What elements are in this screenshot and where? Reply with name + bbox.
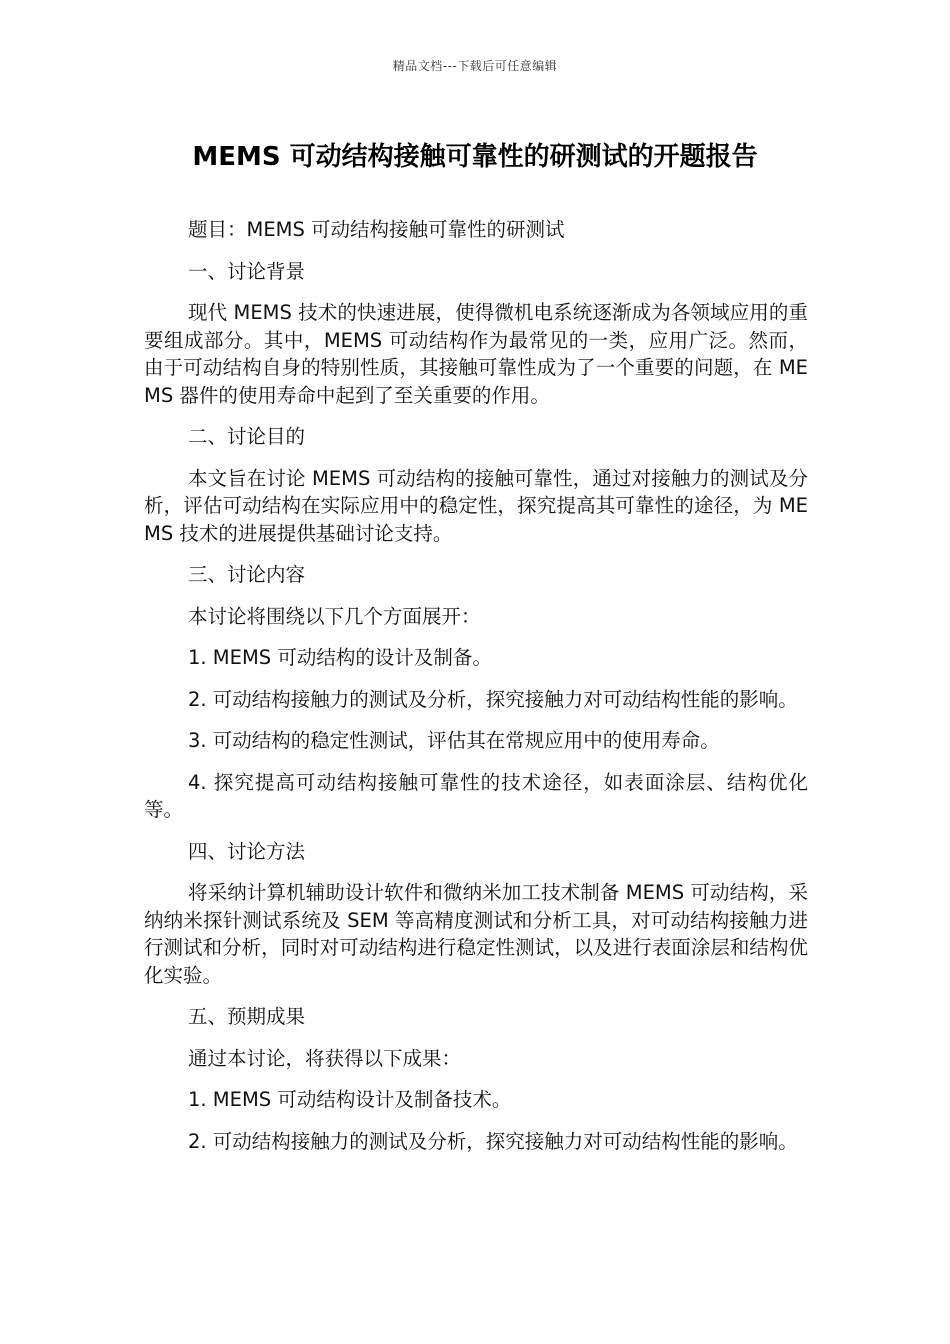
content-item-4: 4. 探究提高可动结构接触可靠性的技术途径，如表面涂层、结构优化等。 xyxy=(144,770,808,821)
section-heading-outcomes: 五、预期成果 xyxy=(188,1005,306,1028)
content-item-3: 3. 可动结构的稳定性测试，评估其在常规应用中的使用寿命。 xyxy=(188,729,720,752)
purpose-paragraph: 本文旨在讨论 MEMS 可动结构的接触可靠性，通过对接触力的测试及分析，评估可动结构在实际应用中的稳定性，探究提高其可靠性的途径，为 MEMS 技术的进展提供基础讨论支持。 xyxy=(144,466,808,545)
topic-line: 题目：MEMS 可动结构接触可靠性的研测试 xyxy=(188,218,565,241)
section-heading-purpose: 二、讨论目的 xyxy=(188,425,306,448)
method-paragraph: 将采纳计算机辅助设计软件和微纳米加工技术制备 MEMS 可动结构，采纳纳米探针测试系统及 SEM 等高精度测试和分析工具，对可动结构接触力进行测试和分析，同时对可动结构进行稳定性测试，以及进行表面涂层和结构优化实验。 xyxy=(144,881,808,987)
outcomes-intro: 通过本讨论，将获得以下成果： xyxy=(188,1046,462,1070)
document-body xyxy=(144,216,808,1169)
background-paragraph: 现代 MEMS 技术的快速进展，使得微机电系统逐渐成为各领域应用的重要组成部分。其中，MEMS 可动结构作为最常见的一类，应用广泛。然而，由于可动结构自身的特别性质，其接触可靠性成为了一个重要的问题，在 MEMS 器件的使用寿命中起到了至关重要的作用。 xyxy=(144,301,808,407)
section-heading-content: 三、讨论内容 xyxy=(188,563,306,586)
content-item-1: 1. MEMS 可动结构的设计及制备。 xyxy=(188,646,492,669)
content-intro: 本讨论将围绕以下几个方面展开： xyxy=(188,604,481,628)
outcome-item-2: 2. 可动结构接触力的测试及分析，探究接触力对可动结构性能的影响。 xyxy=(188,1129,798,1153)
section-heading-background: 一、讨论背景 xyxy=(188,259,306,283)
content-item-2: 2. 可动结构接触力的测试及分析，探究接触力对可动结构性能的影响。 xyxy=(188,687,798,711)
outcome-item-1: 1. MEMS 可动结构设计及制备技术。 xyxy=(188,1088,512,1111)
section-heading-method: 四、讨论方法 xyxy=(188,839,306,863)
document-title: MEMS 可动结构接触可靠性的研测试的开题报告 xyxy=(192,142,758,172)
header-note: 精品文档---下载后可任意编辑 xyxy=(392,59,558,73)
